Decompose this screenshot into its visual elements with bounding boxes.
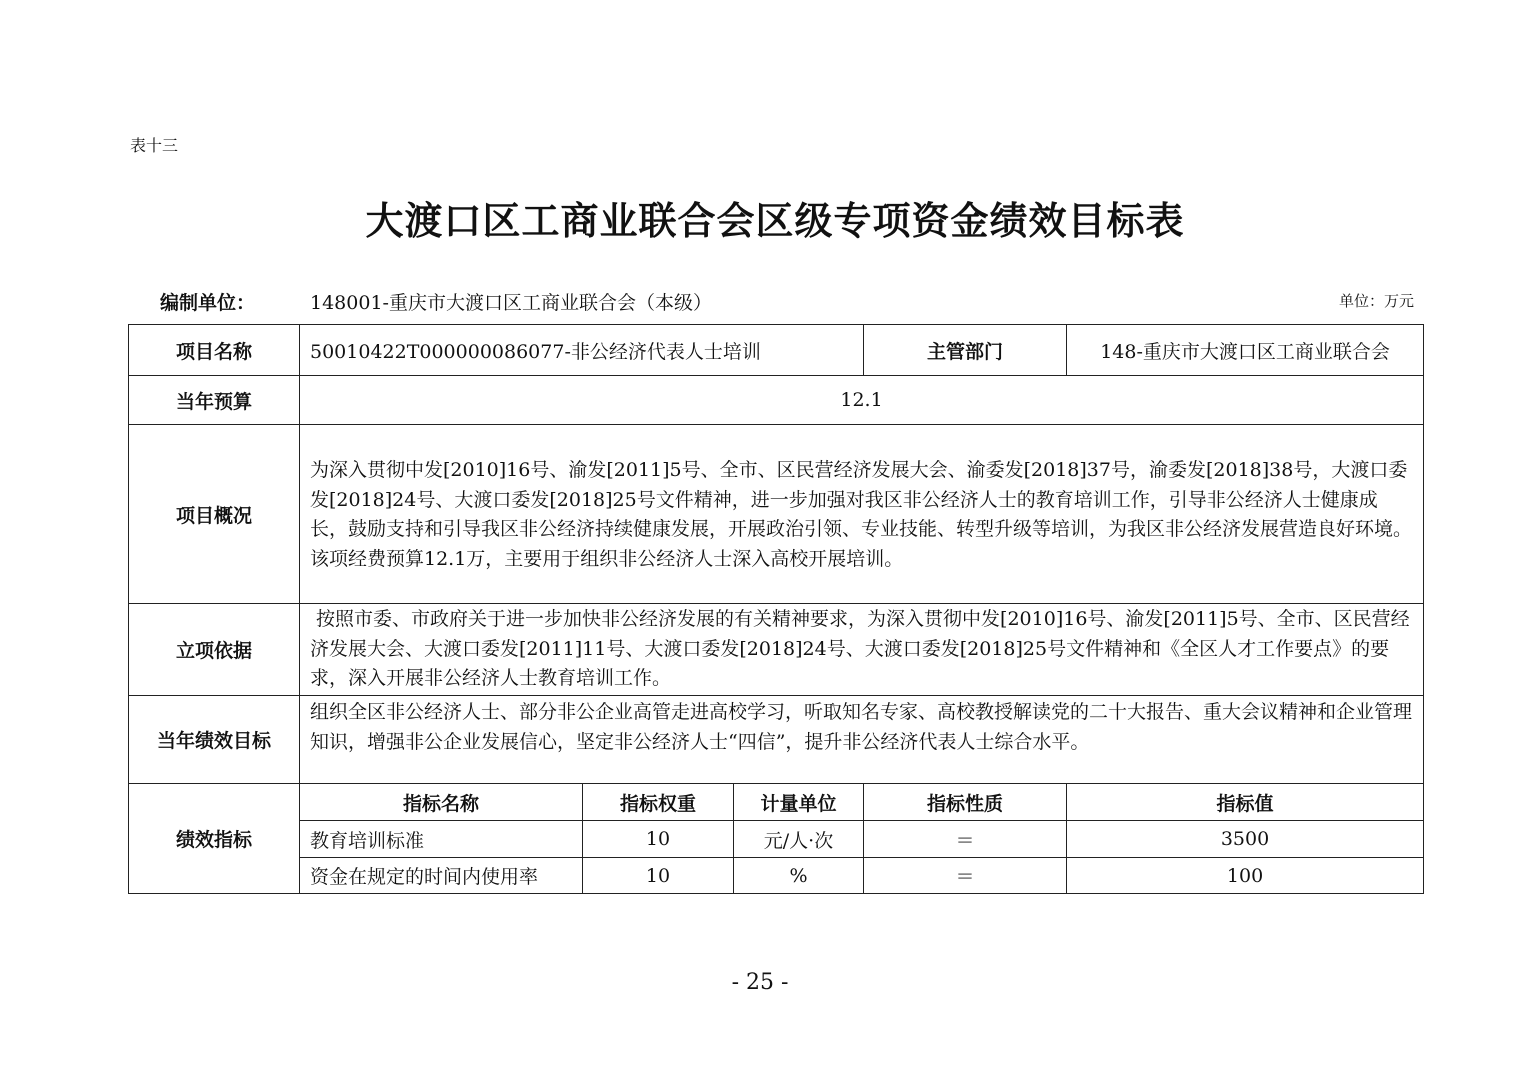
table-row xyxy=(129,821,1424,858)
indicator-name: 教育培训标准 xyxy=(300,821,583,858)
compiler-value: 148001-重庆市大渡口区工商业联合会（本级） xyxy=(310,292,712,314)
overview-label: 项目概况 xyxy=(129,425,300,604)
table-number: 表十三 xyxy=(130,136,179,155)
header-unit: 计量单位 xyxy=(734,784,864,821)
indicator-name: 资金在规定的时间内使用率 xyxy=(300,858,583,894)
overview: 为深入贯彻中发[2010]16号、渝发[2011]5号、全市、区民营经济发展大会、渝委发[2018]37号，渝委发[2018]38号，大渡口委发[2018]24号、大渡口委发[2018]25号文件精神，进一步加强对我区非公经济人士的教育培训工作，引导非公经济人士健康成长，鼓励支持和引导我区非公经济持续健康发展，开展政治引领、专业技能、转型升级等培训，为我区非公经济发展营造良好环境。该项经费预算12.1万，主要用于组织非公经济人士深入高校开展培训。 xyxy=(300,425,1424,604)
compiler-label: 编制单位： xyxy=(160,292,256,314)
project-name: 50010422T000000086077-非公经济代表人士培训 xyxy=(300,325,864,376)
overview-row xyxy=(129,425,1424,604)
indicator-header-row xyxy=(129,784,1424,821)
basis-label: 立项依据 xyxy=(129,604,300,696)
indicator-value: 100 xyxy=(1067,858,1424,894)
money-unit: 单位：万元 xyxy=(1338,292,1414,310)
dept: 148-重庆市大渡口区工商业联合会 xyxy=(1067,325,1424,376)
indicator-nature: ＝ xyxy=(864,821,1067,858)
indicator-value: 3500 xyxy=(1067,821,1424,858)
basis-row xyxy=(129,604,1424,696)
goal: 组织全区非公经济人士、部分非公企业高管走进高校学习，听取知名专家、高校教授解读党的二十大报告、重大会议精神和企业管理知识，增强非公企业发展信心，坚定非公经济人士“四信”，提升非公经济代表人士综合水平。 xyxy=(300,696,1424,784)
indicators-label: 绩效指标 xyxy=(129,784,300,894)
header-nature: 指标性质 xyxy=(864,784,1067,821)
budget-row xyxy=(129,376,1424,425)
header-indicator-name: 指标名称 xyxy=(300,784,583,821)
header-value: 指标值 xyxy=(1067,784,1424,821)
page-number: - 25 - xyxy=(731,970,789,995)
dept-label: 主管部门 xyxy=(864,325,1067,376)
indicator-unit: 元/人·次 xyxy=(734,821,864,858)
indicator-weight: 10 xyxy=(583,821,734,858)
project-name-label: 项目名称 xyxy=(129,325,300,376)
page-title: 大渡口区工商业联合会区级专项资金绩效目标表 xyxy=(365,199,1185,243)
budget: 12.1 xyxy=(300,376,1424,425)
table-row xyxy=(129,858,1424,894)
budget-label: 当年预算 xyxy=(129,376,300,425)
indicator-nature: ＝ xyxy=(864,858,1067,894)
performance-table xyxy=(128,324,1424,894)
indicator-unit: % xyxy=(734,858,864,894)
header-weight: 指标权重 xyxy=(583,784,734,821)
goal-row xyxy=(129,696,1424,784)
project-name-row xyxy=(129,325,1424,376)
basis: 按照市委、市政府关于进一步加快非公经济发展的有关精神要求，为深入贯彻中发[2010]16号、渝发[2011]5号、全市、区民营经济发展大会、大渡口委发[2011]11号、大渡口委发[2018]24号、大渡口委发[2018]25号文件精神和《全区人才工作要点》的要求，深入开展非公经济人士教育培训工作。 xyxy=(300,604,1424,696)
goal-label: 当年绩效目标 xyxy=(129,696,300,784)
indicator-weight: 10 xyxy=(583,858,734,894)
